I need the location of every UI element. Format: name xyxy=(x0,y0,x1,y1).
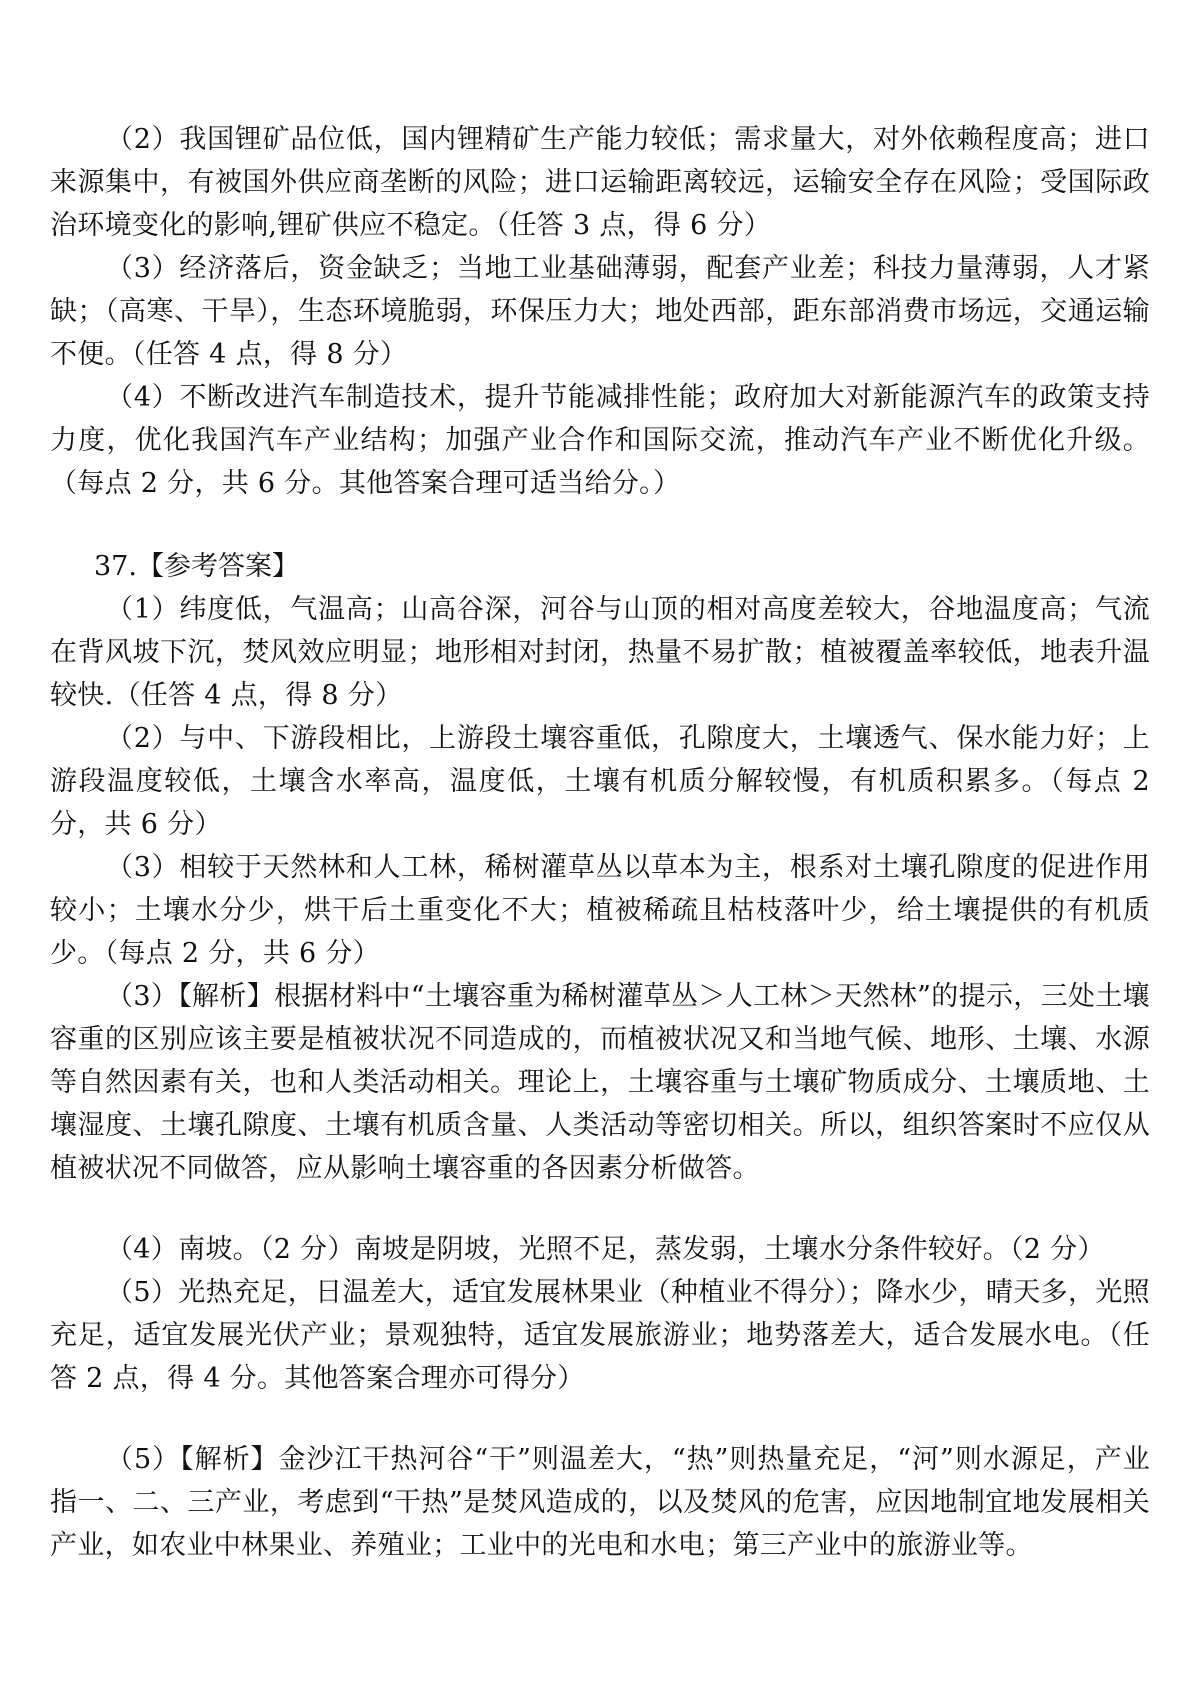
answer-36-3: （3）经济落后，资金缺乏；当地工业基础薄弱，配套产业差；科技力量薄弱，人才紧缺；（高寒、干旱），生态环境脆弱，环保压力大；地处西部，距东部消费市场远，交通运输不便。（任答 4 点，得 8 分） xyxy=(50,253,1150,370)
answer-37-4: （4）南坡。（2 分）南坡是阴坡，光照不足，蒸发弱，土壤水分条件较好。（2 分） xyxy=(106,1234,1105,1265)
spacer xyxy=(50,505,1150,545)
analysis-37-3: （3）【解析】根据材料中“土壤容重为稀树灌草丛＞人工林＞天然林”的提示，三处土壤容重的区别应该主要是植被状况不同造成的，而植被状况又和当地气候、地形、土壤、水源等自然因素有关，也和人类活动相关。理论上，土壤容重与土壤矿物质成分、土壤质地、土壤湿度、土壤孔隙度、土壤有机质含量、人类活动等密切相关。所以，组织答案时不应仅从植被状况不同做答，应从影响土壤容重的各因素分析做答。 xyxy=(50,981,1150,1184)
spacer xyxy=(50,1190,1150,1228)
answer-37-3: （3）相较于天然林和人工林，稀树灌草丛以草本为主，根系对土壤孔隙度的促进作用较小；土壤水分少，烘干后土重变化不大；植被稀疏且枯枝落叶少，给土壤提供的有机质少。（每点 2 分，共 6 分） xyxy=(50,852,1150,969)
answer-sheet-page xyxy=(50,118,1150,1567)
answer-36-4: （4）不断改进汽车制造技术，提升节能减排性能；政府加大对新能源汽车的政策支持力度，优化我国汽车产业结构；加强产业合作和国际交流，推动汽车产业不断优化升级。（每点 2 分，共 6 分。其他答案合理可适当给分。） xyxy=(50,382,1150,499)
answer-36-2: （2）我国锂矿品位低，国内锂精矿生产能力较低；需求量大，对外依赖程度高；进口来源集中，有被国外供应商垄断的风险；进口运输距离较远，运输安全存在风险；受国际政治环境变化的影响,锂矿供应不稳定。（任答 3 点，得 6 分） xyxy=(50,124,1150,241)
answer-37-5: （5）光热充足，日温差大，适宜发展林果业（种植业不得分）；降水少，晴天多，光照充足，适宜发展光伏产业；景观独特，适宜发展旅游业；地势落差大，适合发展水电。（任答 2 点，得 4 分。其他答案合理亦可得分） xyxy=(50,1277,1150,1394)
answer-37-2: （2）与中、下游段相比，上游段土壤容重低，孔隙度大，土壤透气、保水能力好；上游段温度较低，土壤含水率高，温度低，土壤有机质分解较慢，有机质积累多。（每点 2 分，共 6 分） xyxy=(50,723,1150,840)
analysis-37-5: （5）【解析】金沙江干热河谷“干”则温差大，“热”则热量充足，“河”则水源足，产业指一、二、三产业，考虑到“干热”是焚风造成的，以及焚风的危害，应因地制宜地发展相关产业，如农业中林果业、养殖业；工业中的光电和水电；第三产业中的旅游业等。 xyxy=(50,1444,1150,1561)
question-37-heading: 37.【参考答案】 xyxy=(94,551,299,582)
answer-37-1: （1）纬度低，气温高；山高谷深，河谷与山顶的相对高度差较大，谷地温度高；气流在背风坡下沉，焚风效应明显；地形相对封闭，热量不易扩散；植被覆盖率较低，地表升温较快.（任答 4 点，得 8 分） xyxy=(50,594,1150,711)
spacer xyxy=(50,1400,1150,1438)
